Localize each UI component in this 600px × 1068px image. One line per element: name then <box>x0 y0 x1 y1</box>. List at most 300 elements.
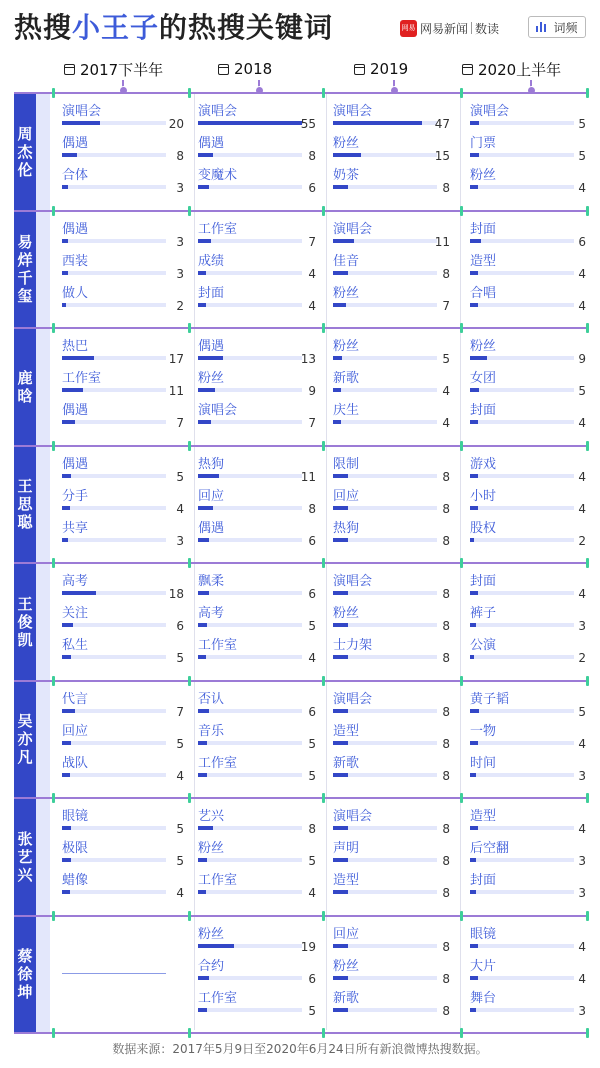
frequency-value: 2 <box>176 298 184 313</box>
frequency-bar <box>470 303 478 307</box>
bar-track <box>198 773 302 777</box>
divider-tick <box>188 676 191 686</box>
frequency-value: 2 <box>578 533 586 548</box>
divider-tick <box>188 323 191 333</box>
frequency-bar <box>198 773 207 777</box>
keyword-label: 偶遇 <box>62 456 89 472</box>
keyword-label: 庆生 <box>333 403 360 418</box>
frequency-bar <box>333 121 422 125</box>
frequency-value: 8 <box>308 822 316 836</box>
divider-tick <box>460 323 463 333</box>
bar-track <box>198 271 302 275</box>
keyword-label: 大片 <box>470 958 497 974</box>
divider-tick <box>322 793 325 803</box>
keyword-label: 一物 <box>470 723 497 739</box>
divider-tick <box>586 206 589 216</box>
frequency-value: 19 <box>300 939 316 954</box>
frequency-value: 9 <box>308 384 316 398</box>
divider-tick <box>460 441 463 451</box>
frequency-bar <box>470 420 478 424</box>
frequency-bar <box>198 538 209 542</box>
bar-track <box>333 858 437 862</box>
keyword-label: 粉丝 <box>333 136 360 151</box>
bar-track <box>470 976 574 980</box>
keyword-label: 限制 <box>333 456 360 472</box>
divider-tick <box>52 323 55 333</box>
frequency-value: 4 <box>308 266 316 281</box>
keyword-label: 高考 <box>62 574 89 589</box>
keyword-label: 飘柔 <box>198 574 225 589</box>
keyword-label: 演唱会 <box>470 104 510 119</box>
keyword-label: 西装 <box>62 253 89 269</box>
bar-track <box>470 474 574 478</box>
frequency-value: 4 <box>578 266 586 281</box>
frequency-value: 3 <box>176 266 184 281</box>
bar-track <box>470 623 574 627</box>
keyword-label: 偶遇 <box>198 520 225 536</box>
bar-track <box>333 826 437 830</box>
bar-track <box>470 944 574 948</box>
keyword-label: 高考 <box>198 606 225 621</box>
bar-track <box>198 474 302 478</box>
bar-track <box>333 474 437 478</box>
group-name-side <box>36 917 50 1033</box>
frequency-value: 4 <box>308 651 316 665</box>
frequency-value: 4 <box>578 587 586 601</box>
frequency-value: 8 <box>442 587 450 601</box>
frequency-value: 4 <box>578 416 586 430</box>
frequency-value: 4 <box>578 298 586 313</box>
keyword-label: 工作室 <box>198 873 238 888</box>
keyword-label: 工作室 <box>198 638 238 653</box>
frequency-value: 8 <box>442 939 450 954</box>
keyword-label: 封面 <box>470 403 497 418</box>
keyword-label: 士力架 <box>333 638 373 653</box>
keyword-label: 游戏 <box>470 456 497 472</box>
frequency-value: 3 <box>176 533 184 548</box>
bar-track <box>62 826 166 830</box>
frequency-bar <box>470 773 476 777</box>
keyword-label: 工作室 <box>198 221 238 237</box>
bar-track <box>198 741 302 745</box>
bar-track <box>470 826 574 830</box>
bar-track <box>470 121 574 125</box>
bar-track <box>470 591 574 595</box>
divider-tick <box>460 793 463 803</box>
frequency-value: 11 <box>300 469 316 484</box>
keyword-label: 关注 <box>62 606 89 621</box>
frequency-value: 7 <box>176 704 184 719</box>
frequency-value: 5 <box>308 768 316 783</box>
group-name-side <box>36 94 50 210</box>
frequency-bar <box>470 741 478 745</box>
period-header <box>218 58 272 80</box>
bar-track <box>62 858 166 862</box>
bar-track <box>333 623 437 627</box>
frequency-value: 5 <box>578 149 586 163</box>
frequency-bar <box>198 826 213 830</box>
frequency-bar <box>333 271 348 275</box>
bar-track <box>333 591 437 595</box>
frequency-bar <box>62 741 71 745</box>
title-highlight: 小王子 <box>72 11 160 44</box>
period-header <box>64 58 163 80</box>
word-frequency-button[interactable] <box>528 16 586 38</box>
frequency-bar <box>198 506 213 510</box>
divider-tick <box>322 441 325 451</box>
keyword-label: 战队 <box>62 755 89 771</box>
bar-track <box>62 239 166 243</box>
bar-track <box>333 153 437 157</box>
bar-track <box>198 976 302 980</box>
bar-track <box>198 709 302 713</box>
frequency-bar <box>333 303 346 307</box>
divider-tick <box>188 793 191 803</box>
bar-track <box>470 506 574 510</box>
bar-track <box>333 976 437 980</box>
brand-separator <box>471 22 472 34</box>
divider-tick <box>188 911 191 921</box>
bar-track <box>62 741 166 745</box>
frequency-bar <box>198 356 223 360</box>
keyword-label: 粉丝 <box>333 958 360 974</box>
keyword-label: 偶遇 <box>62 136 89 151</box>
frequency-bar <box>333 356 342 360</box>
frequency-bar <box>62 239 68 243</box>
frequency-bar <box>62 858 71 862</box>
frequency-value: 4 <box>578 971 586 986</box>
frequency-bar <box>333 709 348 713</box>
keyword-label: 造型 <box>470 809 497 824</box>
celebrity-name: 周杰伦 <box>17 124 33 179</box>
keyword-label: 裤子 <box>470 606 497 621</box>
frequency-bar <box>333 153 361 157</box>
frequency-bar <box>62 538 68 542</box>
divider-tick <box>460 558 463 568</box>
data-source-note: 数据来源：2017年5月9日至2020年6月24日所有新浪微博热搜数据。 <box>112 1042 488 1056</box>
divider-tick <box>586 1028 589 1038</box>
frequency-value: 5 <box>308 619 316 633</box>
frequency-bar <box>470 239 481 243</box>
frequency-bar <box>62 506 70 510</box>
period-label: 2019 <box>370 60 409 78</box>
divider-tick <box>586 676 589 686</box>
frequency-bar <box>198 388 215 392</box>
frequency-value: 8 <box>442 886 450 900</box>
keyword-label: 共享 <box>62 520 89 536</box>
frequency-value: 4 <box>578 822 586 836</box>
keyword-label: 眼镜 <box>62 809 89 824</box>
frequency-value: 55 <box>300 117 316 131</box>
frequency-value: 7 <box>308 416 316 430</box>
frequency-bar <box>198 1008 207 1012</box>
celebrity-name: 蔡徐坤 <box>17 947 33 1002</box>
netease-logo-icon: 网易 <box>400 20 417 37</box>
keyword-label: 分手 <box>62 488 89 504</box>
keyword-label: 变魔术 <box>198 168 238 183</box>
keyword-label: 粉丝 <box>333 339 360 354</box>
bar-track <box>470 890 574 894</box>
keyword-label: 声明 <box>333 841 360 856</box>
page-title: 热搜小王子的热搜关键词 <box>14 11 334 44</box>
frequency-bar <box>62 623 73 627</box>
frequency-value: 8 <box>442 1003 450 1018</box>
bar-track <box>333 944 437 948</box>
bar-track <box>198 655 302 659</box>
frequency-value: 7 <box>308 234 316 249</box>
bar-track <box>333 239 437 243</box>
frequency-bar <box>62 890 70 894</box>
bar-track <box>198 239 302 243</box>
group-divider <box>14 210 588 212</box>
bar-track <box>62 303 166 307</box>
keyword-label: 佳音 <box>333 253 360 269</box>
group-name-side <box>36 212 50 328</box>
bar-track <box>198 506 302 510</box>
keyword-label: 时间 <box>470 755 497 771</box>
bar-track <box>333 890 437 894</box>
frequency-value: 8 <box>442 854 450 868</box>
frequency-bar <box>62 356 94 360</box>
frequency-value: 8 <box>442 469 450 484</box>
bar-track <box>470 303 574 307</box>
frequency-value: 5 <box>308 1003 316 1018</box>
frequency-value: 4 <box>578 501 586 516</box>
bar-track <box>198 538 302 542</box>
celebrity-name: 吴亦凡 <box>17 712 33 767</box>
frequency-bar <box>333 185 348 189</box>
divider-tick <box>586 88 589 98</box>
divider-tick <box>188 558 191 568</box>
keyword-label: 回应 <box>198 488 225 504</box>
bar-track <box>333 388 437 392</box>
bar-track <box>470 858 574 862</box>
frequency-value: 4 <box>308 886 316 900</box>
bar-track <box>198 890 302 894</box>
divider-tick <box>460 1028 463 1038</box>
keyword-label: 回应 <box>62 723 89 739</box>
frequency-value: 5 <box>176 822 184 836</box>
celebrity-name: 易烊千玺 <box>17 233 33 306</box>
keyword-label: 演唱会 <box>333 809 373 824</box>
keyword-label: 合体 <box>62 168 89 183</box>
frequency-bar <box>333 944 348 948</box>
frequency-value: 6 <box>308 587 316 601</box>
calendar-icon <box>218 64 229 75</box>
divider-tick <box>52 1028 55 1038</box>
frequency-bar <box>62 153 77 157</box>
bar-track <box>333 271 437 275</box>
bar-track <box>470 709 574 713</box>
frequency-value: 4 <box>578 181 586 195</box>
frequency-value: 3 <box>578 854 586 868</box>
bar-track <box>333 538 437 542</box>
bar-track <box>198 303 302 307</box>
group-divider <box>14 797 588 799</box>
frequency-value: 6 <box>308 533 316 548</box>
keyword-label: 演唱会 <box>333 574 373 589</box>
frequency-value: 5 <box>578 704 586 719</box>
frequency-bar <box>470 655 474 659</box>
bar-track <box>62 356 166 360</box>
celebrity-name: 王俊凯 <box>17 594 33 649</box>
divider-tick <box>460 88 463 98</box>
bar-track <box>62 709 166 713</box>
frequency-value: 11 <box>434 234 450 249</box>
keyword-label: 粉丝 <box>470 339 497 354</box>
bar-track <box>62 420 166 424</box>
frequency-bar <box>62 826 71 830</box>
keyword-label: 合唱 <box>470 285 497 301</box>
frequency-value: 4 <box>176 501 184 516</box>
keyword-label: 极限 <box>62 841 89 856</box>
frequency-value: 8 <box>442 971 450 986</box>
bar-track <box>62 121 166 125</box>
frequency-bar <box>470 976 478 980</box>
divider-tick <box>586 441 589 451</box>
bar-track <box>198 944 302 948</box>
keyword-label: 新歌 <box>333 371 360 386</box>
keyword-label: 工作室 <box>198 755 238 771</box>
frequency-bar <box>198 474 219 478</box>
period-label: 2020上半年 <box>478 60 562 79</box>
keyword-label: 造型 <box>333 723 360 739</box>
divider-tick <box>322 1028 325 1038</box>
frequency-value: 5 <box>308 854 316 868</box>
divider-tick <box>460 911 463 921</box>
frequency-bar <box>333 538 348 542</box>
frequency-value: 8 <box>442 704 450 719</box>
frequency-value: 8 <box>442 651 450 665</box>
frequency-bar <box>470 185 478 189</box>
divider-tick <box>52 558 55 568</box>
keyword-label: 偶遇 <box>198 136 225 151</box>
divider-tick <box>322 676 325 686</box>
frequency-value: 8 <box>442 619 450 633</box>
keyword-label: 演唱会 <box>333 221 373 237</box>
brand-name: 网易新闻 <box>420 21 469 36</box>
bar-track <box>198 420 302 424</box>
bar-track <box>62 655 166 659</box>
frequency-bar <box>62 185 68 189</box>
bar-track <box>333 773 437 777</box>
keyword-label: 偶遇 <box>62 403 89 418</box>
frequency-bar <box>198 121 302 125</box>
bar-track <box>62 506 166 510</box>
frequency-bar <box>198 153 213 157</box>
keyword-label: 黄子韬 <box>470 691 510 707</box>
bar-track <box>470 271 574 275</box>
keyword-label: 粉丝 <box>198 926 225 942</box>
frequency-bar <box>470 538 474 542</box>
keyword-label: 女团 <box>470 371 497 386</box>
divider-tick <box>52 88 55 98</box>
frequency-value: 8 <box>442 181 450 195</box>
bar-track <box>470 1008 574 1012</box>
divider-tick <box>188 88 191 98</box>
keyword-label: 热巴 <box>62 339 89 354</box>
bar-track <box>62 153 166 157</box>
frequency-value: 3 <box>578 619 586 633</box>
divider-tick <box>586 793 589 803</box>
period-header <box>354 58 408 80</box>
frequency-value: 20 <box>168 117 184 131</box>
bar-track <box>333 356 437 360</box>
frequency-value: 5 <box>176 736 184 751</box>
empty-cell-line <box>62 973 166 974</box>
keyword-label: 封面 <box>470 873 497 888</box>
frequency-bar <box>198 890 206 894</box>
frequency-value: 15 <box>434 149 450 163</box>
frequency-value: 4 <box>176 886 184 900</box>
divider-tick <box>322 206 325 216</box>
frequency-value: 17 <box>168 352 184 366</box>
bar-chart-icon <box>536 22 548 32</box>
frequency-bar <box>333 741 348 745</box>
bar-track <box>470 655 574 659</box>
bar-track <box>470 239 574 243</box>
word-frequency-label: 词频 <box>553 20 578 35</box>
divider-tick <box>586 911 589 921</box>
group-name-side <box>36 564 50 680</box>
bar-track <box>198 858 302 862</box>
frequency-value: 3 <box>578 768 586 783</box>
bar-track <box>333 506 437 510</box>
bar-track <box>470 420 574 424</box>
period-label: 2017下半年 <box>80 60 164 79</box>
bar-track <box>198 623 302 627</box>
keyword-label: 私生 <box>62 638 89 653</box>
frequency-value: 47 <box>434 117 450 131</box>
divider-tick <box>322 88 325 98</box>
frequency-bar <box>198 944 234 948</box>
frequency-value: 8 <box>308 149 316 163</box>
bar-track <box>62 623 166 627</box>
frequency-bar <box>198 709 209 713</box>
bar-track <box>333 121 437 125</box>
frequency-bar <box>470 890 476 894</box>
frequency-bar <box>62 420 75 424</box>
frequency-bar <box>333 858 348 862</box>
group-divider <box>14 327 588 329</box>
calendar-icon <box>462 64 473 75</box>
frequency-bar <box>333 1008 348 1012</box>
keyword-label: 奶茶 <box>333 168 360 183</box>
bar-track <box>333 655 437 659</box>
frequency-value: 4 <box>176 768 184 783</box>
keyword-label: 热狗 <box>333 520 360 536</box>
divider-tick <box>188 206 191 216</box>
group-divider <box>14 915 588 917</box>
keyword-label: 粉丝 <box>470 168 497 183</box>
frequency-bar <box>333 976 348 980</box>
keyword-label: 新歌 <box>333 755 360 771</box>
keyword-label: 代言 <box>62 691 89 707</box>
frequency-bar <box>333 623 348 627</box>
bar-track <box>62 474 166 478</box>
frequency-bar <box>470 356 487 360</box>
frequency-bar <box>470 271 478 275</box>
keyword-label: 封面 <box>470 221 497 237</box>
frequency-value: 5 <box>308 736 316 751</box>
period-header <box>462 58 561 80</box>
bar-track <box>333 709 437 713</box>
bar-track <box>198 153 302 157</box>
divider-tick <box>52 676 55 686</box>
frequency-value: 6 <box>176 619 184 633</box>
frequency-bar <box>470 826 478 830</box>
keyword-label: 门票 <box>470 136 497 151</box>
